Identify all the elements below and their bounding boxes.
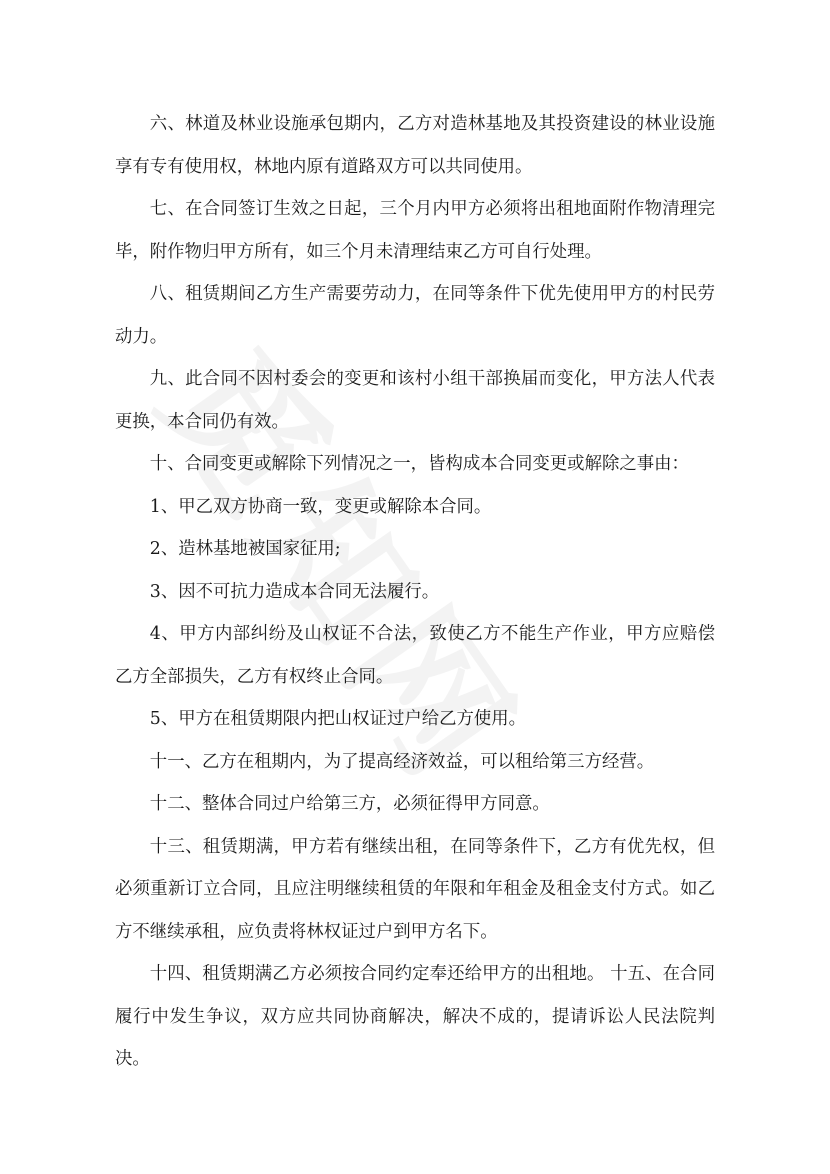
clause-10-item-3: 3、因不可抗力造成本合同无法履行。 — [149, 581, 440, 602]
clause-10-item-1: 1、甲乙双方协商一致，变更或解除本合同。 — [149, 496, 492, 517]
clause-13: 十三、租赁期满，甲方若有继续出租，在同等条件下，乙方有优先权，但必须重新订立合同，且应注明继续租赁的年限和年租金及租金支付方式。如乙方不继续承租，应负责将林权证过户到甲方名下。 — [115, 836, 715, 942]
clause-12: 十二、整体合同过户给第三方，必须征得甲方同意。 — [149, 794, 550, 814]
clause-10-item-5: 5、甲方在租赁期限内把山权证过户给乙方使用。 — [149, 709, 527, 729]
clause-6: 六、林道及林业设施承包期内，乙方对造林基地及其投资建设的林业设施享有专有使用权，林地内原有道路双方可以共同使用。 — [115, 114, 715, 177]
clause-10-item-2: 2、造林基地被国家征用; — [149, 539, 341, 559]
clause-7: 七、在合同签订生效之日起，三个月内甲方必须将出租地面附作物清理完毕，附作物归甲方所有，如三个月未清理结束乙方可自行处理。 — [115, 199, 715, 262]
clause-11: 十一、乙方在租期内，为了提高经济效益，可以租给第三方经营。 — [149, 751, 655, 772]
clause-10: 十、合同变更或解除下列情况之一，皆构成本合同变更或解除之事由： — [149, 454, 689, 474]
clause-8: 八、租赁期间乙方生产需要劳动力，在同等条件下优先使用甲方的村民劳动力。 — [115, 284, 715, 347]
document-body — [115, 103, 715, 1081]
clause-14-15: 十四、租赁期满乙方必须按合同约定奉还给甲方的出租地。 十五、在合同履行中发生争议，双方应共同协商解决，解决不成的，提请诉讼人民法院判决。 — [115, 964, 715, 1069]
clause-10-item-4: 4、甲方内部纠纷及山权证不合法，致使乙方不能生产作业，甲方应赔偿乙方全部损失，乙方有权终止合同。 — [115, 624, 715, 687]
clause-9: 九、此合同不因村委会的变更和该村小组干部换届而变化，甲方法人代表更换，本合同仍有效。 — [115, 369, 715, 432]
